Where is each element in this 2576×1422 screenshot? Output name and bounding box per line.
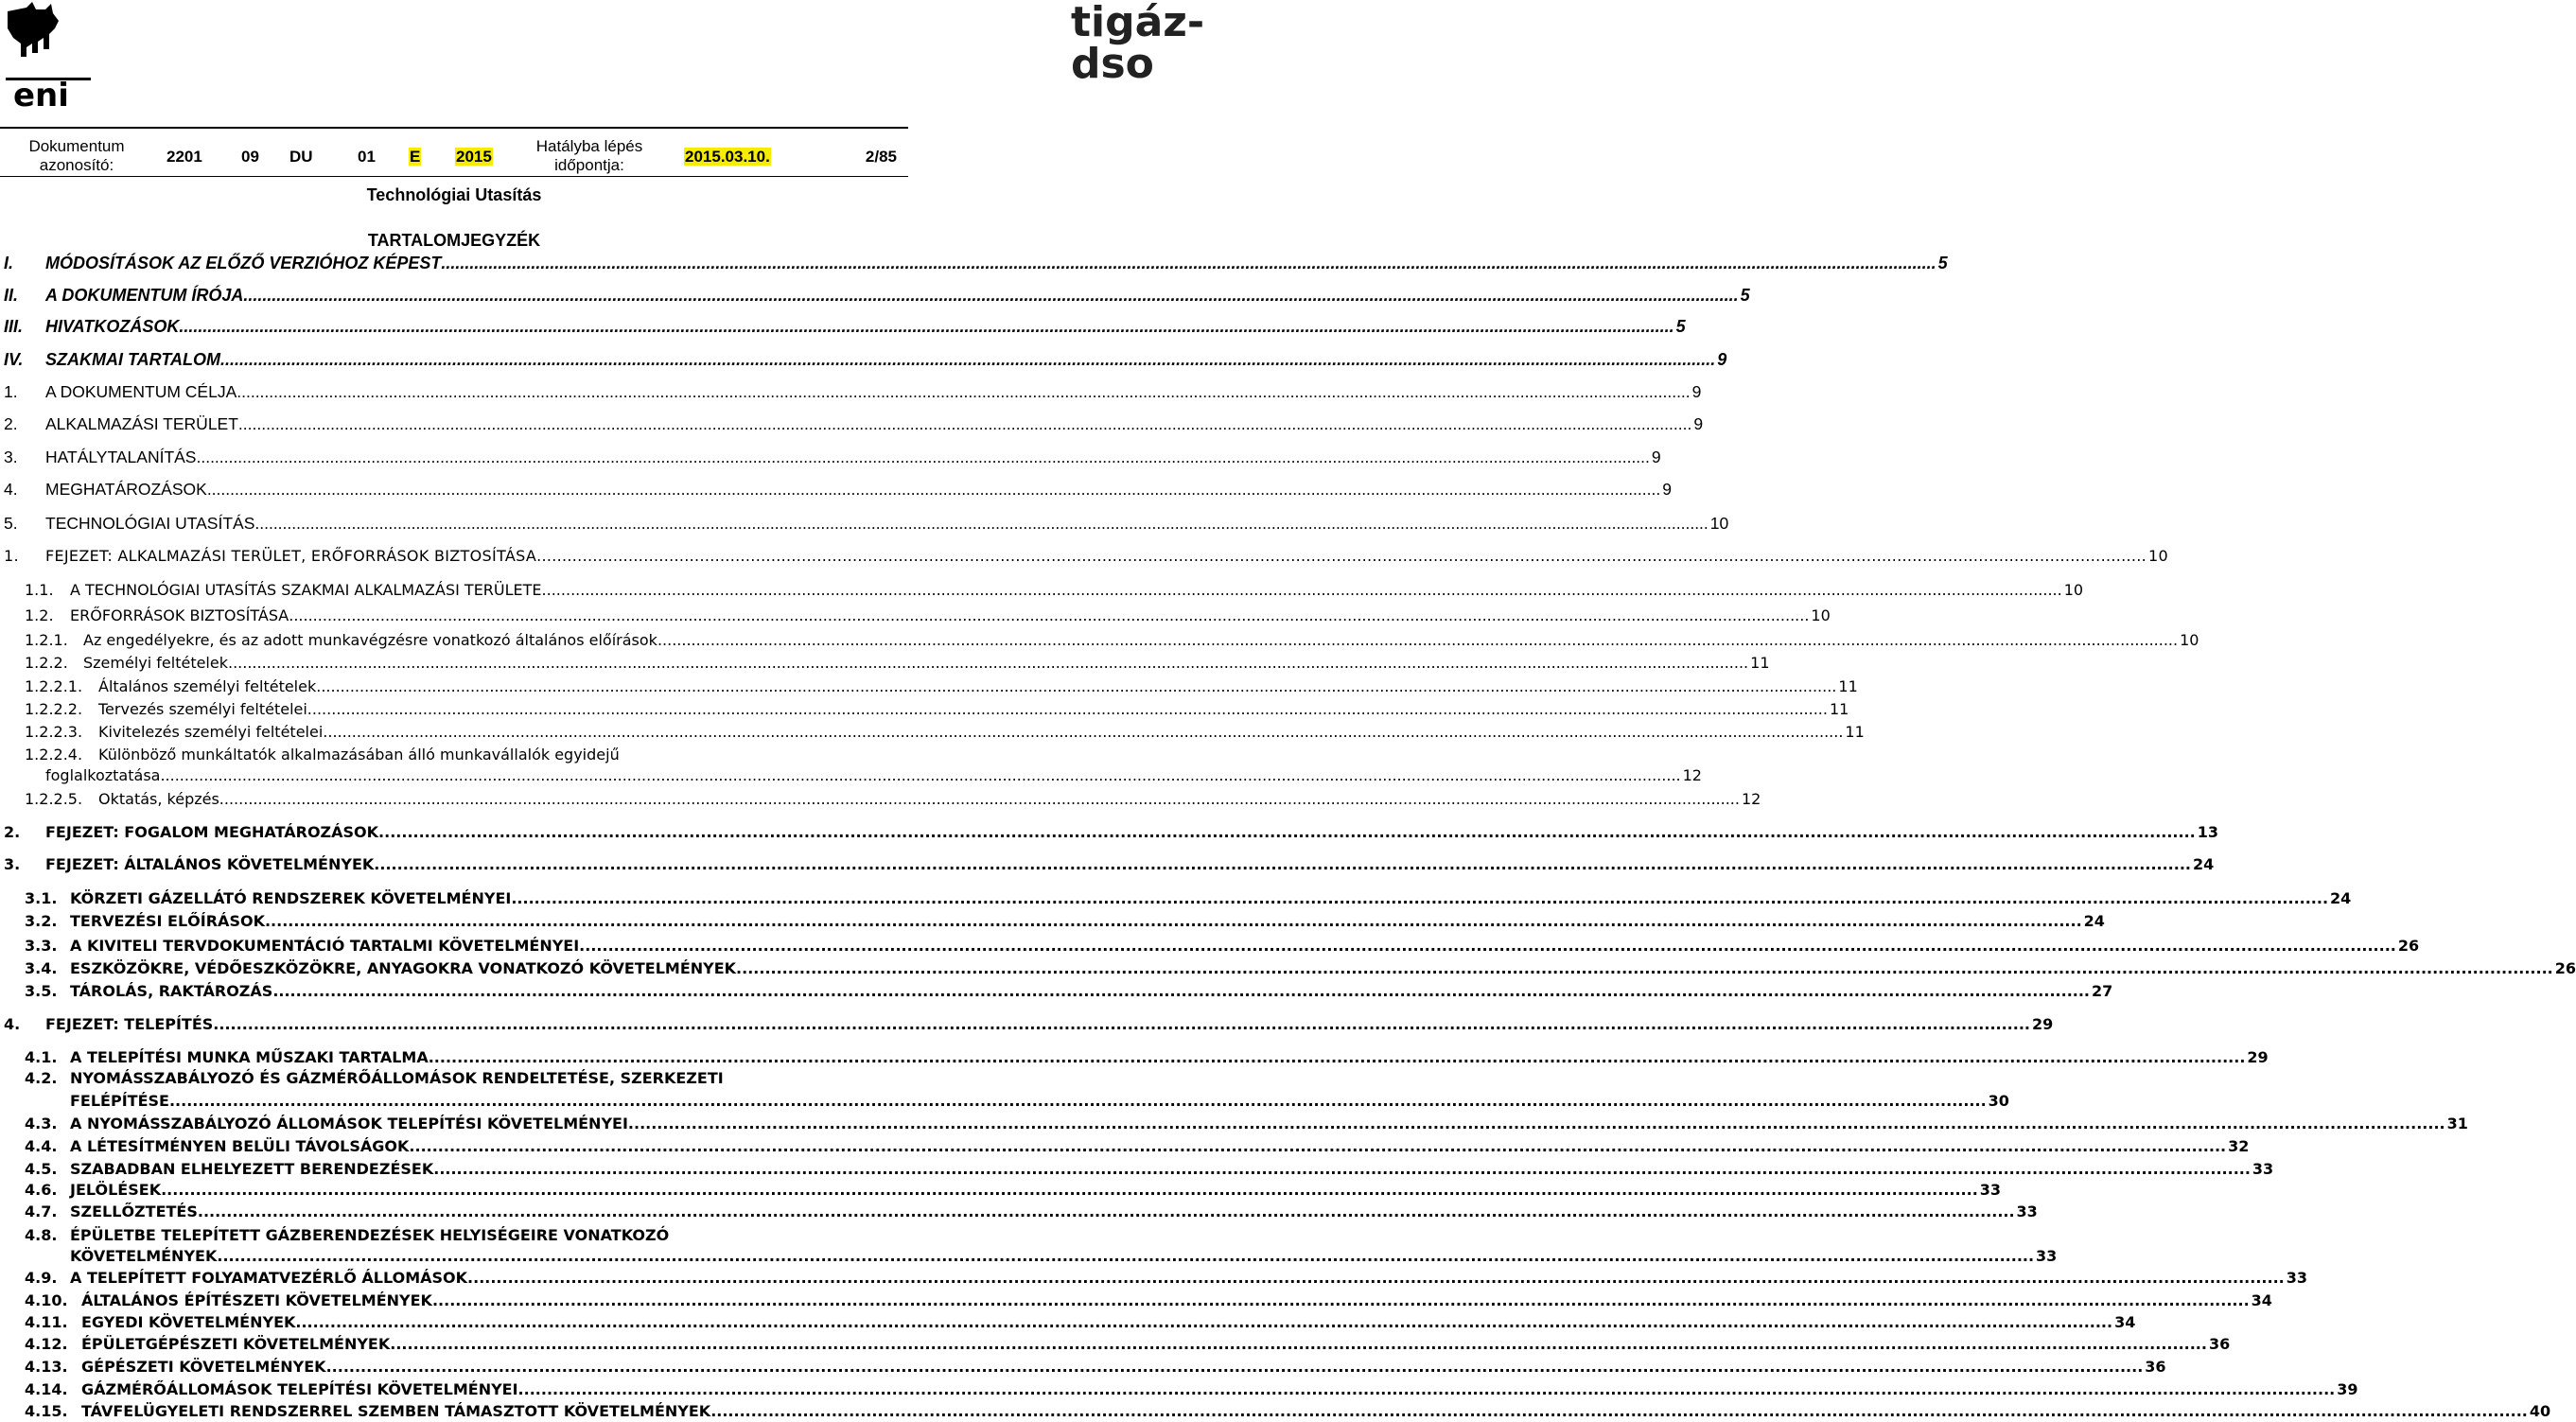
- toc-entry[interactable]: [0, 1401, 2551, 1422]
- toc-entry[interactable]: [0, 722, 1865, 743]
- toc-entry-number: 4.8.: [25, 1226, 58, 1244]
- toc-entry-number: 1.2.1.: [25, 631, 68, 649]
- toc-entry[interactable]: [0, 349, 1727, 370]
- toc-entry-leader-dots: [169, 1091, 1987, 1112]
- header-bottom-rule: [0, 176, 908, 177]
- toc-entry-leader-dots: [160, 765, 1680, 786]
- toc-entry-number: 5.: [4, 514, 18, 533]
- toc-entry-number: 4.10.: [25, 1291, 68, 1309]
- toc-entry[interactable]: [0, 1114, 2468, 1134]
- toc-entry-text: [45, 854, 2215, 875]
- toc-entry-number: 4.14.: [25, 1380, 68, 1398]
- toc-entry-number: 4.15.: [25, 1402, 68, 1420]
- toc-entry-page: 39: [2337, 1380, 2358, 1398]
- toc-entry[interactable]: [0, 676, 1858, 697]
- toc-entry-label: A LÉTESÍTMÉNYEN BELÜLI TÁVOLSÁGOK: [70, 1137, 410, 1155]
- toc-entry-text: [45, 316, 1686, 337]
- toc-entry-label: TERVEZÉSI ELŐÍRÁSOK: [70, 912, 265, 930]
- toc-entry-number: 3.4.: [25, 959, 58, 977]
- doc-code-3: DU: [289, 148, 313, 166]
- toc-entry[interactable]: [0, 854, 2215, 875]
- toc-entry-leader-dots: [736, 958, 2553, 979]
- toc-entry-number: 3.2.: [25, 912, 58, 930]
- toc-entry-label: Az engedélyekre, és az adott munkavégzésre vonatkozó általános előírások: [83, 631, 657, 649]
- toc-entry-page: 5: [1740, 286, 1750, 305]
- toc-entry-label: TÁVFELÜGYELETI RENDSZERREL SZEMBEN TÁMASZTOTT KÖVETELMÉNYEK: [81, 1402, 711, 1420]
- toc-entry-label: Személyi feltételek: [83, 654, 228, 672]
- toc-entry-text: [45, 253, 1948, 273]
- toc-entry[interactable]: [0, 1180, 2002, 1201]
- toc-entry[interactable]: [0, 1334, 2231, 1355]
- toc-entry-text: [70, 1180, 2002, 1201]
- toc-entry-text: [70, 1202, 2038, 1222]
- toc-entry-leader-dots: [307, 699, 1828, 720]
- toc-entry-text: [45, 285, 1750, 306]
- toc-entry-label: GÉPÉSZETI KÖVETELMÉNYEK: [81, 1358, 326, 1376]
- toc-entry[interactable]: [0, 1014, 2054, 1035]
- toc-entry-leader-dots: [207, 479, 1660, 500]
- toc-entry-leader-dots: [238, 413, 1691, 434]
- effective-date: [684, 148, 771, 167]
- toc-entry-label: HIVATKOZÁSOK: [45, 317, 180, 336]
- toc-entry-text: [81, 1312, 2136, 1333]
- toc-entry-number: 1.2.2.3.: [25, 723, 83, 741]
- toc-entry-text: [70, 1246, 2058, 1267]
- toc-entry-page: 26: [2554, 959, 2576, 977]
- toc-entry-label: MÓDOSÍTÁSOK AZ ELŐZŐ VERZIÓHOZ KÉPEST: [45, 254, 442, 272]
- toc-entry-leader-dots: [542, 580, 2062, 601]
- toc-entry[interactable]: [0, 1068, 908, 1089]
- toc-entry-text: [70, 1136, 2250, 1157]
- toc-entry-text: [45, 349, 1727, 370]
- toc-entry-label: ÉPÜLETBE TELEPÍTETT GÁZBERENDEZÉSEK HELYISÉGEIRE VONATKOZÓ: [70, 1226, 670, 1244]
- toc-entry-text: [81, 1379, 2358, 1400]
- toc-entry-leader-dots: [429, 1047, 2246, 1068]
- toc-entry-leader-dots: [323, 722, 1843, 743]
- toc-entry-text: [45, 765, 1702, 786]
- toc-entry-number: 1.2.2.2.: [25, 700, 83, 718]
- toc-entry-number: 4.4.: [25, 1137, 58, 1155]
- toc-entry-leader-dots: [390, 1334, 2207, 1355]
- toc-entry-leader-dots: [432, 1290, 2250, 1311]
- toc-entry[interactable]: [0, 1047, 2269, 1068]
- toc-entry-leader-dots: [316, 676, 1836, 697]
- toc-entry-page: 9: [1651, 448, 1661, 466]
- toc-entry[interactable]: [0, 1290, 2272, 1311]
- toc-entry-label: A TELEPÍTETT FOLYAMATVEZÉRLŐ ÁLLOMÁSOK: [70, 1269, 468, 1287]
- toc-entry[interactable]: [0, 413, 1704, 434]
- doc-id-label-line2: azonosító:: [39, 156, 114, 174]
- toc-entry-page: 40: [2529, 1402, 2551, 1420]
- toc-entry-number: 4.12.: [25, 1335, 68, 1353]
- toc-entry-number: 3.: [4, 448, 18, 466]
- toc-entry-label: KÖRZETI GÁZELLÁTÓ RENDSZEREK KÖVETELMÉNYEI: [70, 889, 512, 907]
- toc-entry[interactable]: [0, 1246, 2058, 1267]
- doc-type-title: Technológiai Utasítás: [366, 185, 542, 204]
- toc-entry-leader-dots: [467, 1268, 2285, 1289]
- toc-entry-page: 9: [1662, 480, 1672, 499]
- toc-entry-text: [81, 1401, 2551, 1422]
- toc-entry-leader-dots: [161, 1180, 1978, 1201]
- toc-entry-text: [81, 1290, 2272, 1311]
- toc-entry-text: [70, 936, 2420, 957]
- toc-entry-label: MEGHATÁROZÁSOK: [45, 480, 207, 499]
- doc-code-5: [409, 148, 421, 167]
- toc-entry-label: Általános személyi feltételek: [98, 677, 317, 695]
- toc-entry-page: 10: [2148, 547, 2169, 565]
- toc-entry-page: 29: [2247, 1048, 2269, 1066]
- toc-entry-number: 3.5.: [25, 982, 58, 1000]
- toc-entry-page: 36: [2208, 1335, 2231, 1353]
- toc-entry-leader-dots: [628, 1114, 2445, 1134]
- toc-entry-page: 5: [1937, 254, 1948, 272]
- doc-id-label-line1: Dokumentum: [28, 137, 125, 155]
- toc-entry-label: FEJEZET: ÁLTALÁNOS KÖVETELMÉNYEK: [45, 855, 375, 873]
- toc-entry-number: 1.2.: [25, 606, 54, 624]
- toc-entry-text: [83, 630, 2199, 651]
- toc-entry-text: [45, 513, 1729, 534]
- toc-entry-page: 24: [2083, 912, 2105, 930]
- toc-entry[interactable]: [0, 630, 2199, 651]
- effective-label-line1: Hatályba lépés: [535, 137, 643, 155]
- toc-entry-leader-dots: [511, 888, 2328, 909]
- toc-entry-label: Tervezés személyi feltételei: [98, 700, 307, 718]
- toc-entry-number: 4.11.: [25, 1313, 68, 1331]
- toc-entry-page: 10: [1709, 514, 1729, 533]
- toc-entry-number: 2.: [4, 823, 21, 841]
- toc-entry-label: A DOKUMENTUM CÉLJA: [45, 382, 237, 401]
- toc-entry-leader-dots: [657, 630, 2178, 651]
- toc-entry-label: FEJEZET: FOGALOM MEGHATÁROZÁSOK: [45, 823, 379, 841]
- doc-code-6-highlight: 2015: [456, 148, 492, 166]
- toc-entry-number: 4.5.: [25, 1160, 58, 1178]
- toc-entry-text: [70, 1268, 2307, 1289]
- toc-entry[interactable]: [0, 1357, 2166, 1378]
- doc-code-1: 2201: [166, 148, 202, 166]
- toc-entry-text: [81, 1357, 2166, 1378]
- toc-entry-leader-dots: [217, 1246, 2034, 1267]
- toc-entry-text: [70, 1091, 2009, 1112]
- toc-entry-number: 4.1.: [25, 1048, 58, 1066]
- toc-entry-number: 4.13.: [25, 1358, 68, 1376]
- toc-entry-leader-dots: [272, 981, 2090, 1002]
- toc-entry-page: 9: [1717, 350, 1727, 369]
- toc-entry-leader-dots: [179, 316, 1674, 337]
- toc-entry-label: EGYEDI KÖVETELMÉNYEK: [81, 1313, 296, 1331]
- toc-entry[interactable]: [0, 1268, 2307, 1289]
- toc-entry-number: 4.: [4, 480, 18, 499]
- toc-title: TARTALOMJEGYZÉK: [367, 231, 541, 250]
- toc-entry-leader-dots: [374, 854, 2191, 875]
- toc-entry-leader-dots: [441, 253, 1936, 273]
- toc-entry[interactable]: [0, 789, 1761, 810]
- toc-entry-label: ESZKÖZÖKRE, VÉDŐESZKÖZÖKRE, ANYAGOKRA VONATKOZÓ KÖVETELMÉNYEK: [70, 959, 737, 977]
- toc-entry-label: NYOMÁSSZABÁLYOZÓ ÉS GÁZMÉRŐÁLLOMÁSOK RENDELTETÉSE, SZERKEZETI: [70, 1069, 724, 1087]
- toc-entry[interactable]: [0, 513, 1729, 534]
- toc-entry[interactable]: [0, 699, 1849, 720]
- toc-entry[interactable]: [0, 546, 2169, 567]
- tigaz-dso-logo-text: tigáz-dso: [1071, 0, 1205, 88]
- toc-entry-leader-dots: [326, 1357, 2144, 1378]
- toc-entry[interactable]: [0, 653, 1770, 674]
- doc-id-label: [8, 137, 146, 175]
- toc-entry-page: 33: [2252, 1160, 2274, 1178]
- toc-entry-page: 33: [1979, 1181, 2002, 1199]
- toc-entry-leader-dots: [219, 789, 1740, 810]
- toc-entry[interactable]: [0, 606, 1831, 626]
- toc-entry-label: ALKALMAZÁSI TERÜLET: [45, 414, 238, 433]
- toc-entry-leader-dots: [378, 822, 2196, 843]
- toc-entry-page: 10: [2063, 581, 2084, 599]
- toc-entry-leader-dots: [409, 1136, 2226, 1157]
- toc-entry-page: 24: [2330, 889, 2352, 907]
- toc-entry[interactable]: [0, 822, 2218, 843]
- toc-entry-page: 10: [2180, 631, 2199, 649]
- toc-entry[interactable]: [0, 911, 2105, 932]
- toc-entry-leader-dots: [289, 606, 1809, 626]
- effective-label: [518, 137, 660, 175]
- toc-entry-label: A KIVITELI TERVDOKUMENTÁCIÓ TARTALMI KÖVETELMÉNYEI: [70, 937, 580, 955]
- toc-entry[interactable]: [0, 447, 1661, 467]
- toc-entry-page: 10: [1811, 606, 1831, 624]
- toc-entry-label: GÁZMÉRŐÁLLOMÁSOK TELEPÍTÉSI KÖVETELMÉNYEI: [81, 1380, 518, 1398]
- toc-entry-label: HATÁLYTALANÍTÁS: [45, 448, 197, 466]
- toc-entry-page: 31: [2446, 1115, 2468, 1132]
- toc-entry-number: 4.3.: [25, 1115, 58, 1132]
- header-top-rule: [0, 127, 908, 129]
- toc-entry-page: 29: [2031, 1015, 2054, 1033]
- toc-entry-number: 3.3.: [25, 937, 58, 955]
- toc-entry-page: 9: [1693, 414, 1704, 433]
- toc-entry-number: 1.2.2.1.: [25, 677, 83, 695]
- toc-entry[interactable]: [0, 1159, 2274, 1180]
- toc-entry-text: [70, 1068, 904, 1089]
- toc-entry-leader-dots: [228, 653, 1748, 674]
- toc-entry[interactable]: [0, 765, 1702, 786]
- toc-entry-number: 3.: [4, 855, 21, 873]
- toc-entry-number: 1.: [4, 547, 19, 565]
- toc-entry-number: I.: [4, 254, 14, 272]
- toc-entry-page: 33: [2036, 1247, 2058, 1265]
- toc-entry-label: A NYOMÁSSZABÁLYOZÓ ÁLLOMÁSOK TELEPÍTÉSI KÖVETELMÉNYEI: [70, 1115, 628, 1132]
- toc-entry-leader-dots: [433, 1159, 2251, 1180]
- toc-entry-number: 2.: [4, 414, 18, 433]
- effective-label-line2: időpontja:: [554, 156, 624, 174]
- toc-entry-label: SZELLŐZTETÉS: [70, 1203, 198, 1220]
- toc-entry-page: 12: [1741, 790, 1761, 808]
- toc-entry-text: [45, 822, 2218, 843]
- toc-entry-text: [98, 722, 1865, 743]
- toc-entry-page: 26: [2397, 937, 2420, 955]
- toc-entry-leader-dots: [213, 1014, 2030, 1035]
- toc-entry-page: 34: [2114, 1313, 2136, 1331]
- toc-entry-text: [45, 447, 1661, 467]
- toc-entry[interactable]: [0, 745, 908, 765]
- toc-entry-page: 30: [1988, 1092, 2009, 1110]
- toc-entry-text: [45, 546, 2169, 567]
- toc-entry-text: [70, 958, 2576, 979]
- toc-entry[interactable]: [0, 580, 2084, 601]
- toc-entry-text: [98, 745, 904, 765]
- toc-entry-label: Oktatás, képzés: [98, 790, 219, 808]
- toc-entry-label: FEJEZET: ALKALMAZÁSI TERÜLET, ERŐFORRÁSOK BIZTOSÍTÁSA: [45, 547, 537, 565]
- toc-entry-label: ÉPÜLETGÉPÉSZETI KÖVETELMÉNYEK: [81, 1335, 391, 1353]
- tigaz-dso-logo: [535, 0, 1205, 88]
- toc-entry-number: 4.2.: [25, 1069, 58, 1087]
- toc-entry[interactable]: [0, 1379, 2358, 1400]
- toc-entry[interactable]: [0, 981, 2113, 1002]
- toc-entry-label: SZAKMAI TARTALOM: [45, 350, 220, 369]
- toc-entry-label: FELÉPÍTÉSE: [70, 1092, 169, 1110]
- toc-entry-number: 1.1.: [25, 581, 54, 599]
- toc-entry-text: [81, 1334, 2231, 1355]
- doc-code-5-highlight: E: [410, 148, 421, 166]
- toc-entry-text: [70, 1047, 2269, 1068]
- toc-entry-label: A TECHNOLÓGIAI UTASÍTÁS SZAKMAI ALKALMAZÁSI TERÜLETE: [70, 581, 542, 599]
- toc-entry-number: 4.7.: [25, 1203, 58, 1220]
- toc-entry[interactable]: [0, 316, 1686, 337]
- toc-entry-leader-dots: [265, 911, 2082, 932]
- toc-entry-leader-dots: [518, 1379, 2336, 1400]
- toc-entry-number: 4.6.: [25, 1181, 58, 1199]
- toc-entry-page: 11: [1845, 723, 1865, 741]
- toc-entry-leader-dots: [536, 546, 2147, 567]
- toc-entry-label: Különböző munkáltatók alkalmazásában álló munkavállalók egyidejű: [98, 746, 620, 764]
- toc-entry-number: 4.: [4, 1015, 21, 1033]
- toc-entry-text: [45, 479, 1672, 500]
- toc-entry-page: 11: [1838, 677, 1858, 695]
- toc-entry-label: TECHNOLÓGIAI UTASÍTÁS: [45, 514, 255, 533]
- toc-entry[interactable]: [0, 1312, 2136, 1333]
- toc-entry-label: FEJEZET: TELEPÍTÉS: [45, 1015, 214, 1033]
- effective-date-highlight: 2015.03.10.: [685, 148, 770, 166]
- toc-entry-label: A DOKUMENTUM ÍRÓJA: [45, 286, 244, 305]
- toc-entry-leader-dots: [579, 936, 2396, 957]
- toc-entry-text: [45, 381, 1702, 402]
- toc-entry-text: [45, 1014, 2054, 1035]
- toc-entry-text: [70, 1114, 2468, 1134]
- toc-entry[interactable]: [0, 285, 1750, 306]
- toc-entry[interactable]: [0, 936, 2420, 957]
- toc-entry-text: [98, 676, 1858, 697]
- toc-entry[interactable]: [0, 479, 1672, 500]
- toc-entry-label: ERŐFORRÁSOK BIZTOSÍTÁSA: [70, 606, 289, 624]
- toc-entry-label: A TELEPÍTÉSI MUNKA MŰSZAKI TARTALMA: [70, 1048, 429, 1066]
- toc-entry[interactable]: [0, 1202, 2038, 1222]
- toc-entry-number: 3.1.: [25, 889, 58, 907]
- toc-entry-leader-dots: [220, 349, 1715, 370]
- toc-entry-page: 11: [1829, 700, 1849, 718]
- toc-entry-text: [70, 606, 1831, 626]
- toc-entry-page: 12: [1682, 766, 1702, 784]
- toc-entry-text: [83, 653, 1770, 674]
- toc-entry-label: TÁROLÁS, RAKTÁROZÁS: [70, 982, 273, 1000]
- toc-entry-text: [70, 1159, 2274, 1180]
- toc-entry-page: 27: [2092, 982, 2113, 1000]
- toc-entry-label: Kivitelezés személyi feltételei: [98, 723, 324, 741]
- toc-entry-text: [70, 981, 2113, 1002]
- toc-entry[interactable]: [0, 958, 2576, 979]
- toc-entry-page: 33: [2286, 1269, 2307, 1287]
- toc-entry-text: [70, 580, 2084, 601]
- toc-entry-text: [70, 911, 2105, 932]
- toc-entry-number: IV.: [4, 350, 24, 369]
- toc-entry-number: 1.: [4, 382, 18, 401]
- toc-entry-number: 4.9.: [25, 1269, 58, 1287]
- toc-entry-text: [45, 413, 1704, 434]
- toc-entry-leader-dots: [710, 1401, 2528, 1422]
- toc-entry-page: 13: [2197, 823, 2218, 841]
- toc-entry[interactable]: [0, 1225, 908, 1246]
- page-number: 2/85: [865, 148, 897, 166]
- toc-entry-label: ÁLTALÁNOS ÉPÍTÉSZETI KÖVETELMÉNYEK: [81, 1291, 432, 1309]
- toc-entry-number: 1.2.2.: [25, 654, 68, 672]
- toc-entry-leader-dots: [295, 1312, 2112, 1333]
- toc-entry[interactable]: [0, 1136, 2250, 1157]
- toc-entry-page: 9: [1691, 382, 1702, 401]
- toc-entry-page: 32: [2228, 1137, 2250, 1155]
- toc-entry-label: JELÖLÉSEK: [70, 1181, 162, 1199]
- toc-entry-label: foglalkoztatása: [45, 766, 161, 784]
- toc-entry-number: 1.2.2.4.: [25, 746, 83, 764]
- toc-entry-leader-dots: [196, 447, 1649, 467]
- toc-entry-leader-dots: [243, 285, 1738, 306]
- toc-entry-text: [70, 1225, 904, 1246]
- toc-entry[interactable]: [0, 381, 1702, 402]
- toc-entry-page: 24: [2192, 855, 2215, 873]
- toc-entry[interactable]: [0, 253, 1948, 273]
- toc-entry-label: KÖVETELMÉNYEK: [70, 1247, 218, 1265]
- toc-entry-number: 1.2.2.5.: [25, 790, 83, 808]
- doc-code-4: 01: [358, 148, 376, 166]
- toc-entry-number: II.: [4, 286, 19, 305]
- toc-entry-number: III.: [4, 317, 24, 336]
- toc-entry[interactable]: [0, 1091, 2009, 1112]
- toc-entry-label: SZABADBAN ELHELYEZETT BERENDEZÉSEK: [70, 1160, 434, 1178]
- doc-code-2: 09: [241, 148, 259, 166]
- toc-entry[interactable]: [0, 888, 2352, 909]
- doc-code-6: [455, 148, 493, 167]
- toc-entry-page: 33: [2016, 1203, 2038, 1220]
- eni-logo: [4, 0, 93, 112]
- toc-entry-page: 5: [1675, 317, 1686, 336]
- toc-entry-text: [98, 699, 1849, 720]
- toc-entry-page: 11: [1750, 654, 1770, 672]
- toc-entry-page: 34: [2251, 1291, 2272, 1309]
- toc-entry-page: 36: [2145, 1358, 2166, 1376]
- toc-entry-leader-dots: [198, 1202, 2015, 1222]
- toc-entry-leader-dots: [254, 513, 1708, 534]
- toc-entry-leader-dots: [237, 381, 1690, 402]
- toc-entry-text: [70, 888, 2352, 909]
- toc-entry-text: [98, 789, 1761, 810]
- eni-logo-text: eni: [13, 77, 69, 114]
